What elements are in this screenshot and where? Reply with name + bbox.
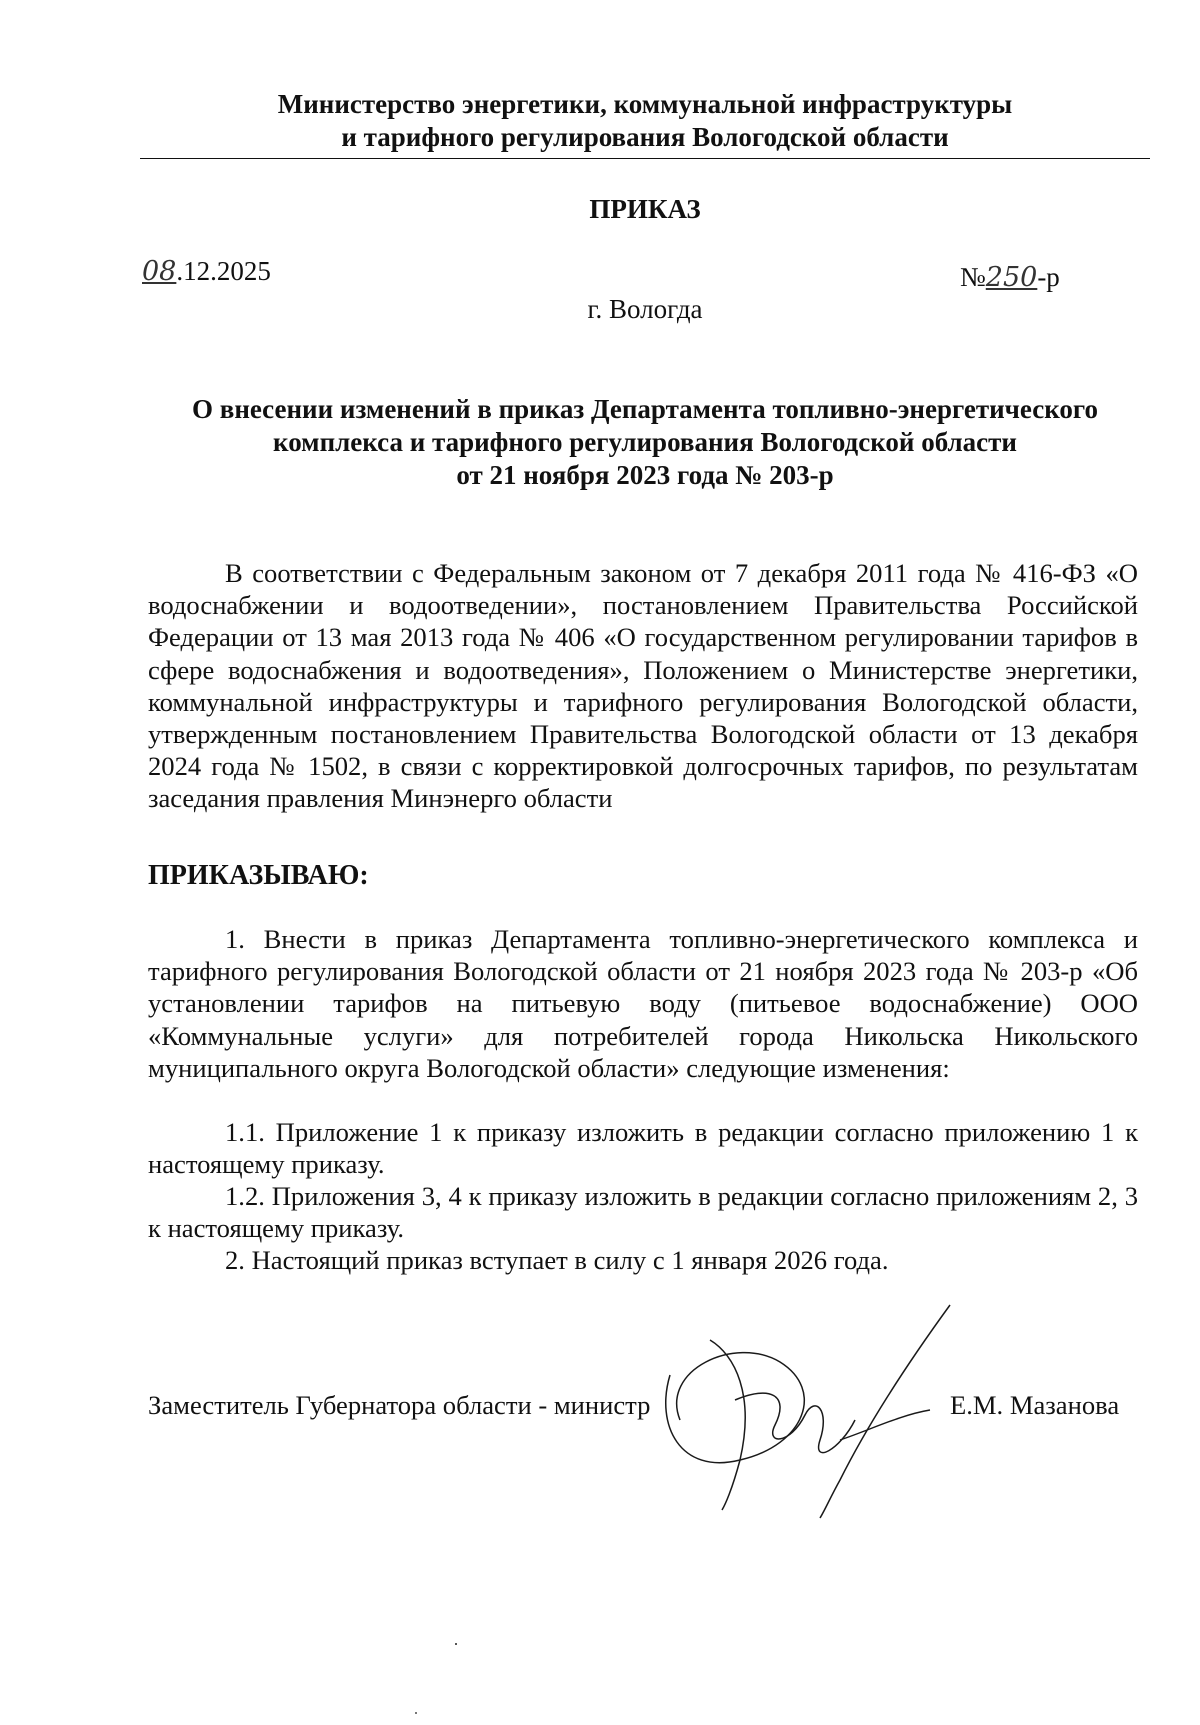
subject-line-2: комплекса и тарифного регулирования Вологодской области — [273, 427, 1017, 457]
subject-line-3: от 21 ноября 2023 года № 203-р — [456, 460, 834, 490]
number-sign: № — [960, 262, 986, 292]
item-1: 1. Внести в приказ Департамента топливно-энергетического комплекса и тарифного регулирования Вологодской области от 21 ноября 2023 года № 203-р «Об установлении тарифов на питьевую воду (питьевое водоснабжение) ООО «Коммунальные услуги» для потребителей города Никольска Никольского муниципального округа Вологодской области» следующие изменения: — [148, 924, 1138, 1083]
handwritten-signature — [640, 1300, 970, 1520]
ministry-line-1: Министерство энергетики, коммунальной инфраструктуры — [277, 89, 1013, 119]
order-date — [142, 256, 271, 287]
header-rule — [140, 158, 1150, 159]
number-suffix: -р — [1037, 262, 1060, 292]
item-2: 2. Настоящий приказ вступает в силу с 1 января 2026 года. — [225, 1245, 889, 1275]
item-1-1: 1.1. Приложение 1 к приказу изложить в редакции согласно приложению 1 к настоящему приказу. — [148, 1117, 1138, 1180]
city: г. Вологда — [587, 294, 703, 324]
item-1-2: 1.2. Приложения 3, 4 к приказу изложить в редакции согласно приложениям 2, 3 к настоящему приказу. — [148, 1181, 1138, 1244]
order-subject — [140, 393, 1150, 492]
signer-name: Е.М. Мазанова — [950, 1390, 1120, 1420]
order-number — [960, 262, 1060, 293]
signer-role: Заместитель Губернатора области - министр — [148, 1390, 651, 1420]
scan-speck — [455, 1643, 457, 1645]
ministry-header — [140, 88, 1150, 154]
directive: ПРИКАЗЫВАЮ: — [148, 860, 369, 891]
preamble-paragraph: В соответствии с Федеральным законом от 7 декабря 2011 года № 416-ФЗ «О водоснабжении и водоотведении», постановлением Правительства Российской Федерации от 13 мая 2013 года № 406 «О государственном регулировании тарифов в сфере водоснабжения и водоотведения», Положением о Министерстве энергетики, коммунальной инфраструктуры и тарифного регулирования Вологодской области, утвержденным постановлением Правительства Вологодской области от 13 декабря 2024 года № 1502, в связи с корректировкой долгосрочных тарифов, по результатам заседания правления Минэнерго области — [148, 558, 1138, 814]
subject-line-1: О внесении изменений в приказ Департамента топливно-энергетического — [191, 394, 1098, 424]
scan-speck — [415, 1712, 417, 1714]
ministry-line-2: и тарифного регулирования Вологодской области — [341, 122, 949, 152]
date-day-handwritten: 08 — [142, 256, 177, 287]
document-type: ПРИКАЗ — [589, 194, 701, 224]
date-month-year: .12.2025 — [176, 256, 271, 286]
number-handwritten: 250 — [985, 262, 1038, 293]
